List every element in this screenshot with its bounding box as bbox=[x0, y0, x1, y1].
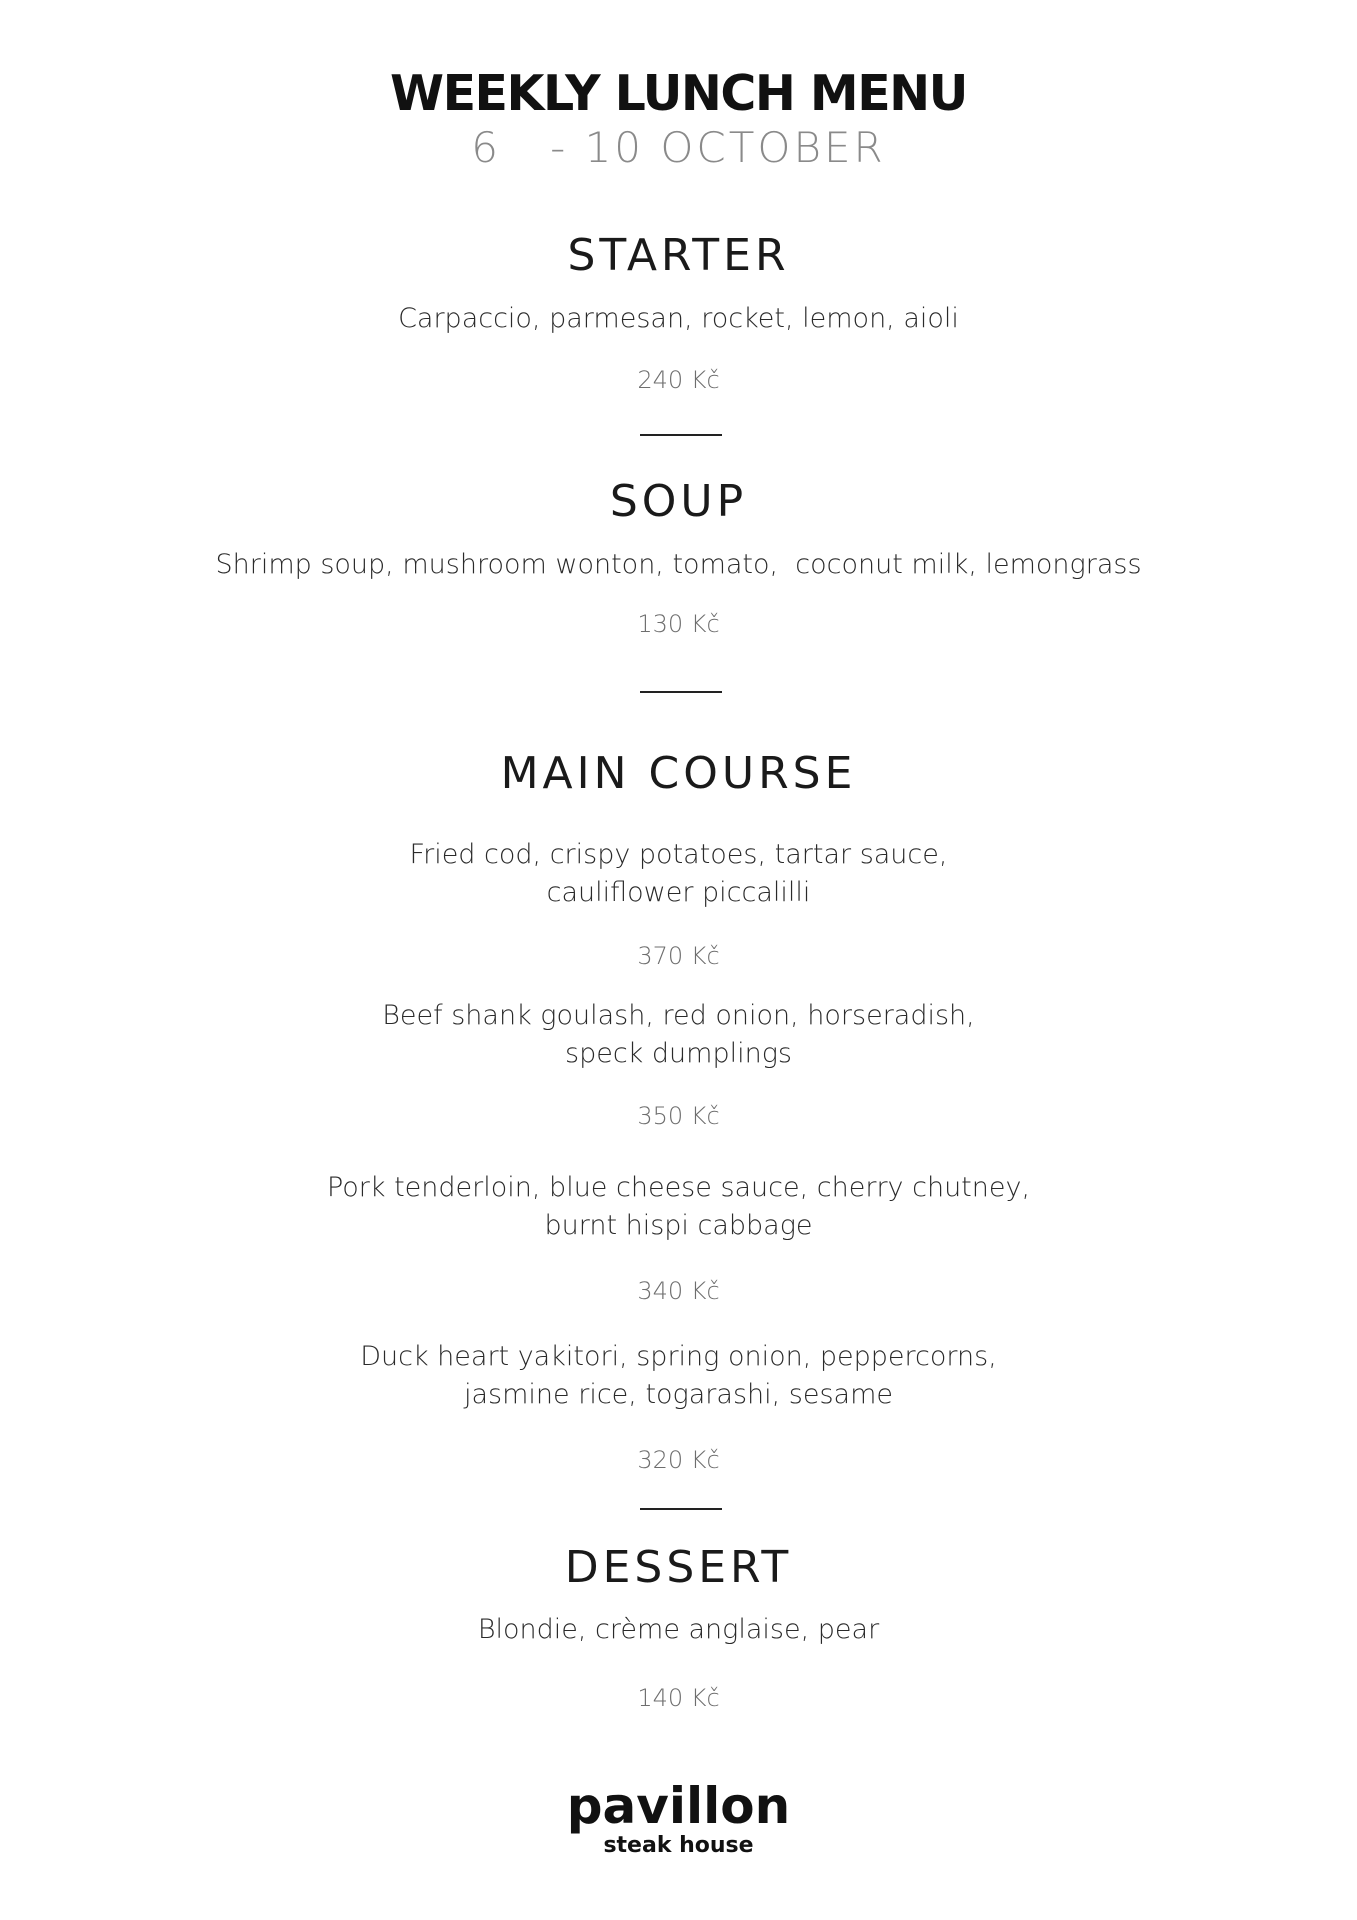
dish-description: Beef shank goulash, red onion, horseradish, speck dumplings bbox=[382, 1000, 975, 1069]
dish-description: Blondie, crème anglaise, pear bbox=[477, 1614, 880, 1645]
dish-price: 370 Kč bbox=[637, 942, 720, 970]
section-heading-soup: SOUP bbox=[609, 476, 748, 527]
dish-price: 340 Kč bbox=[637, 1277, 720, 1305]
section-heading-dessert: DESSERT bbox=[564, 1542, 793, 1593]
dish-description: Duck heart yakitori, spring onion, peppercorns, jasmine rice, togarashi, sesame bbox=[360, 1341, 997, 1410]
dish-description: Fried cod, crispy potatoes, tartar sauce, cauliflower piccalilli bbox=[409, 839, 948, 908]
section-heading-main-course: MAIN COURSE bbox=[500, 748, 857, 799]
section-heading-starter: STARTER bbox=[567, 230, 790, 281]
dish-price: 320 Kč bbox=[637, 1446, 720, 1474]
dish-price: 140 Kč bbox=[637, 1684, 720, 1712]
dish-description: Carpaccio, parmesan, rocket, lemon, aioli bbox=[398, 303, 959, 334]
dish-price: 130 Kč bbox=[637, 610, 720, 638]
dish-description: Shrimp soup, mushroom wonton, tomato, coconut milk, lemongrass bbox=[215, 549, 1142, 580]
menu-title: WEEKLY LUNCH MENU bbox=[390, 65, 967, 122]
menu-dates: 6 - 10 OCTOBER bbox=[471, 123, 886, 172]
dish-description: Pork tenderloin, blue cheese sauce, cherry chutney, burnt hispi cabbage bbox=[326, 1172, 1031, 1241]
restaurant-logo-name: pavillon bbox=[566, 1777, 791, 1835]
section-divider bbox=[640, 1508, 722, 1510]
restaurant-logo-subtitle: steak house bbox=[603, 1833, 754, 1858]
section-divider bbox=[640, 691, 722, 693]
section-divider bbox=[640, 434, 722, 436]
dish-price: 240 Kč bbox=[637, 366, 720, 394]
dish-price: 350 Kč bbox=[637, 1102, 720, 1130]
